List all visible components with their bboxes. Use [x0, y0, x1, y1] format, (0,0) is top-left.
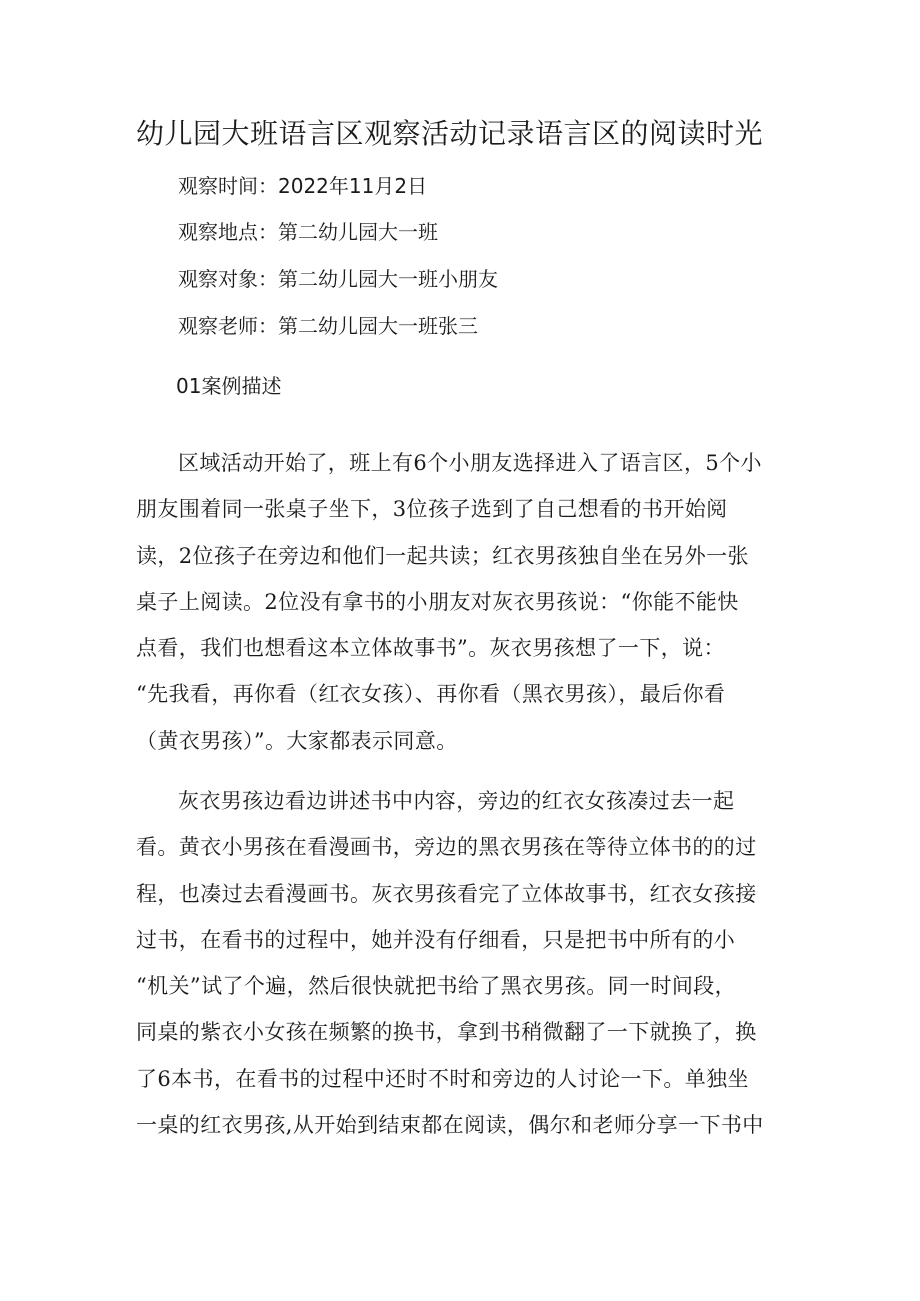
case-paragraph-2: [136, 778, 776, 1148]
paragraph-line: 灰衣男孩边看边讲述书中内容，旁边的红衣女孩凑过去一起: [178, 789, 735, 813]
observation-time: 观察时间：2022年11月2日: [178, 174, 428, 198]
case-paragraph-1: [136, 440, 776, 764]
paragraph-line: 了6本书，在看书的过程中还时不时和旁边的人讨论一下。单独坐: [136, 1066, 749, 1091]
document-title: 幼儿园大班语言区观察活动记录语言区的阅读时光: [136, 117, 764, 150]
paragraph-line: 同桌的紫衣小女孩在频繁的换书，拿到书稍微翻了一下就换了，换: [136, 1020, 757, 1045]
paragraph-line: 过书，在看书的过程中，她并没有仔细看，只是把书中所有的小: [136, 927, 736, 952]
paragraph-line: 一桌的红衣男孩,从开始到结束都在阅读，偶尔和老师分享一下书中: [136, 1113, 764, 1138]
paragraph-line: “先我看，再你看（红衣女孩）、再你看（黑衣男孩），最后你看: [136, 682, 726, 707]
paragraph-line: 程，也凑过去看漫画书。灰衣男孩看完了立体故事书，红衣女孩接: [136, 881, 757, 906]
section-heading: 01案例描述: [176, 374, 282, 398]
observation-place: 观察地点：第二幼儿园大一班: [178, 220, 438, 244]
paragraph-line: 点看，我们也想看这本立体故事书”。灰衣男孩想了一下，说：: [136, 636, 725, 661]
paragraph-line: （黄衣男孩）”。大家都表示同意。: [136, 728, 458, 753]
paragraph-line: 朋友围着同一张桌子坐下，3位孩子选到了自己想看的书开始阅: [136, 497, 728, 522]
observation-teacher: 观察老师：第二幼儿园大一班张三: [178, 314, 478, 338]
paragraph-line: 看。黄衣小男孩在看漫画书，旁边的黑衣男孩在等待立体书的的过: [136, 835, 757, 860]
paragraph-line: 读，2位孩子在旁边和他们一起共读；红衣男孩独自坐在另外一张: [136, 543, 749, 568]
paragraph-line: 桌子上阅读。2位没有拿书的小朋友对灰衣男孩说：“你能不能快: [136, 589, 739, 614]
paragraph-line: “机关”试了个遍，然后很快就把书给了黑衣男孩。同一时间段，: [136, 974, 737, 999]
paragraph-line: 区域活动开始了，班上有6个小朋友选择进入了语言区，5个小: [178, 451, 762, 475]
observation-subject: 观察对象：第二幼儿园大一班小朋友: [178, 267, 498, 291]
